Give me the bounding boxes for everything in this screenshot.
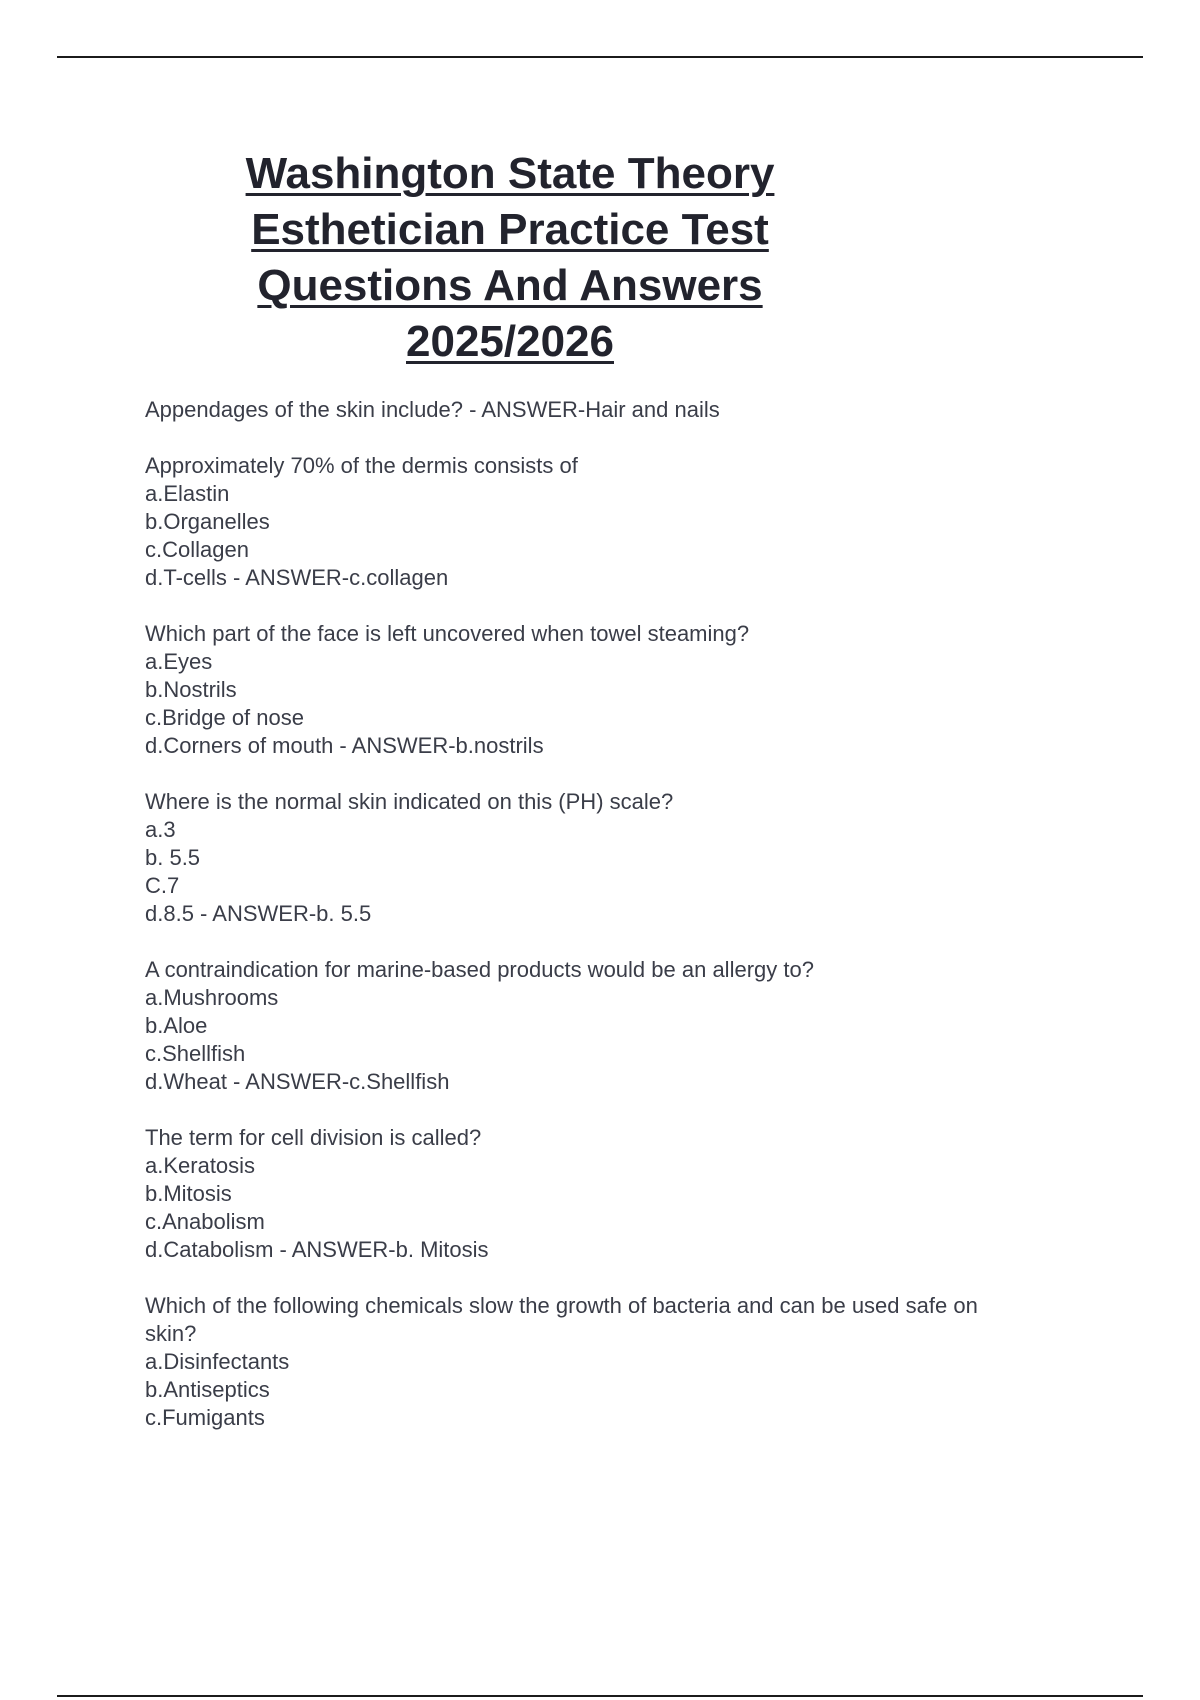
answer-option: b.Mitosis <box>145 1181 232 1206</box>
title-line-4: 2025/2026 <box>406 317 614 366</box>
question-text-continued: skin? <box>145 1321 197 1346</box>
question-text: Where is the normal skin indicated on this (PH) scale? <box>145 789 674 814</box>
answer-option: b.Organelles <box>145 509 270 534</box>
answer-option: b.Aloe <box>145 1013 208 1038</box>
answer-option: d.Catabolism - ANSWER-b. Mitosis <box>145 1237 489 1262</box>
answer-option: c.Fumigants <box>145 1405 265 1430</box>
answer-option: d.T-cells - ANSWER-c.collagen <box>145 565 449 590</box>
answer-option: d.Corners of mouth - ANSWER-b.nostrils <box>145 733 544 758</box>
question-text: The term for cell division is called? <box>145 1125 482 1150</box>
answer-option: a.Disinfectants <box>145 1349 290 1374</box>
document-title <box>200 146 820 370</box>
top-rule <box>57 56 1143 58</box>
question-block-3 <box>145 620 1085 760</box>
answer-option: c.Shellfish <box>145 1041 246 1066</box>
answer-option: a.Elastin <box>145 481 230 506</box>
question-text: A contraindication for marine-based products would be an allergy to? <box>145 957 814 982</box>
question-block-6 <box>145 1124 1085 1264</box>
title-line-2: Esthetician Practice Test <box>251 205 769 254</box>
question-block-7 <box>145 1292 1085 1432</box>
answer-option: c.Anabolism <box>145 1209 265 1234</box>
answer-option: a.Eyes <box>145 649 213 674</box>
answer-option: c.Bridge of nose <box>145 705 304 730</box>
question-text: Which of the following chemicals slow the growth of bacteria and can be used safe on <box>145 1293 978 1318</box>
question-block-5 <box>145 956 1085 1096</box>
title-line-3: Questions And Answers <box>257 261 763 310</box>
question-text: Which part of the face is left uncovered when towel steaming? <box>145 621 750 646</box>
answer-option: c.Collagen <box>145 537 249 562</box>
answer-option: b.Antiseptics <box>145 1377 270 1402</box>
answer-option: a.Keratosis <box>145 1153 256 1178</box>
question-text: Approximately 70% of the dermis consists of <box>145 453 578 478</box>
question-block-4 <box>145 788 1085 928</box>
bottom-rule <box>57 1695 1143 1697</box>
answer-option: d.8.5 - ANSWER-b. 5.5 <box>145 901 372 926</box>
question-block-1 <box>145 396 1085 424</box>
answer-option: d.Wheat - ANSWER-c.Shellfish <box>145 1069 450 1094</box>
answer-option: C.7 <box>145 873 180 898</box>
question-block-2 <box>145 452 1085 592</box>
title-line-1: Washington State Theory <box>245 149 775 198</box>
answer-option: b. 5.5 <box>145 845 201 870</box>
answer-option: a.Mushrooms <box>145 985 279 1010</box>
question-text: Appendages of the skin include? - ANSWER-Hair and nails <box>145 397 720 422</box>
question-list <box>145 396 1085 1460</box>
answer-option: a.3 <box>145 817 176 842</box>
answer-option: b.Nostrils <box>145 677 237 702</box>
